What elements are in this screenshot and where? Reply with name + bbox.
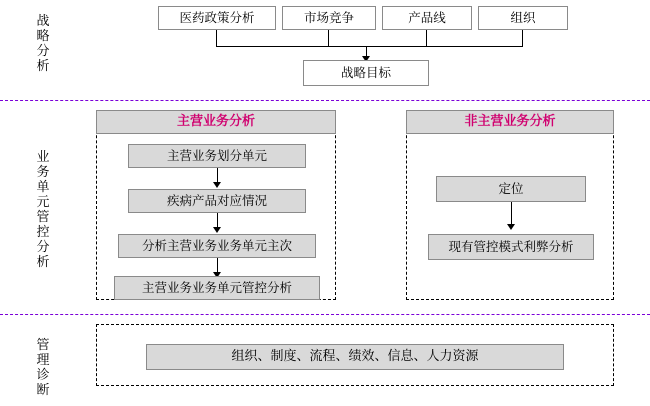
lane-label-diagnosis-text: 管 理 诊 断 — [36, 338, 50, 398]
non-main-business-step-1-label: 定位 — [498, 181, 524, 196]
diagnosis-box-label: 组织、制度、流程、绩效、信息、人力资源 — [231, 349, 479, 364]
lane-divider-1 — [0, 100, 650, 101]
diagnosis-box — [146, 344, 564, 370]
connector-organization-down — [522, 30, 523, 46]
main-business-header-label: 主营业务分析 — [176, 114, 255, 129]
main-business-header — [96, 110, 336, 134]
main-business-step-2-label: 疾病产品对应情况 — [166, 193, 267, 208]
strategy-box-organization-label: 组织 — [510, 10, 536, 25]
main-arrow-2 — [213, 227, 221, 233]
connector-bus — [216, 46, 523, 47]
non-main-business-header-label: 非主营业务分析 — [464, 114, 556, 129]
non-main-business-header — [406, 110, 614, 134]
strategy-box-policy — [158, 6, 276, 30]
main-business-step-2 — [128, 189, 306, 213]
main-business-step-1 — [128, 144, 306, 168]
non-main-business-step-1 — [436, 176, 586, 202]
non-main-business-region — [406, 110, 614, 300]
lane-label-strategy-text: 战 略 分 析 — [36, 14, 50, 74]
main-business-step-4-label: 主营业务业务单元管控分析 — [141, 280, 292, 295]
connector-product-line-down — [426, 30, 427, 46]
connector-competition-down — [328, 30, 329, 46]
strategy-box-product-line — [382, 6, 472, 30]
strategy-box-competition-label: 市场竞争 — [303, 10, 354, 25]
main-business-step-3-label: 分析主营业务业务单元主次 — [141, 238, 292, 253]
main-business-step-4 — [114, 276, 320, 300]
non-main-arrow-1 — [507, 224, 515, 230]
lane-label-diagnosis — [32, 338, 54, 398]
main-business-step-3 — [118, 234, 316, 258]
lane-label-strategy — [32, 14, 54, 74]
main-arrow-1 — [213, 182, 221, 188]
connector-policy-down — [216, 30, 217, 46]
main-business-step-1-label: 主营业务划分单元 — [166, 148, 267, 163]
strategy-box-organization — [478, 6, 568, 30]
strategy-box-policy-label: 医药政策分析 — [179, 10, 255, 25]
strategy-box-product-line-label: 产品线 — [408, 10, 446, 25]
strategy-box-competition — [282, 6, 376, 30]
lane-label-business-unit-text: 业 务 单 元 管 控 分 析 — [36, 150, 50, 270]
lane-label-business-unit — [32, 150, 54, 270]
non-main-business-step-2-label: 现有管控模式利弊分析 — [448, 239, 574, 254]
strategy-goal-box — [303, 60, 429, 86]
strategy-goal-label: 战略目标 — [340, 65, 391, 80]
non-main-business-step-2 — [428, 234, 594, 260]
lane-divider-2 — [0, 314, 650, 315]
non-main-connector-1 — [511, 202, 512, 226]
